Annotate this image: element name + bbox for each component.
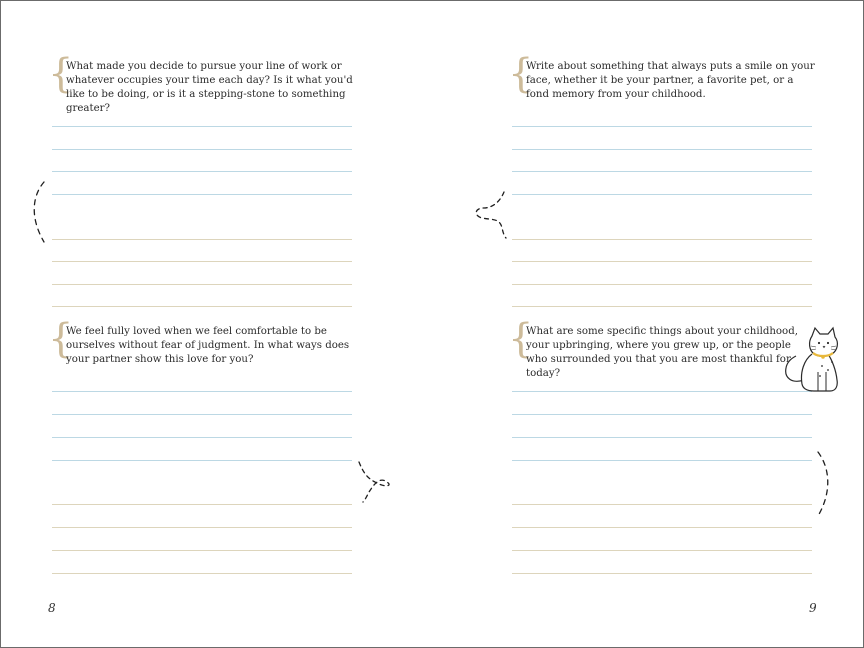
dashed-trail-decoration	[808, 450, 834, 520]
writing-line	[512, 239, 812, 240]
writing-line	[52, 171, 352, 172]
writing-line	[512, 550, 812, 551]
writing-line	[512, 126, 812, 127]
curly-brace-icon: {	[508, 51, 534, 97]
page-number-right: 9	[809, 601, 817, 615]
writing-line	[52, 149, 352, 150]
writing-line	[512, 149, 812, 150]
dashed-trail-decoration	[28, 178, 58, 248]
prompt-text: We feel fully loved when we feel comfortable to be ourselves without fear of judgment. In what ways does your partner show this love for you?	[66, 326, 350, 365]
writing-line	[512, 306, 812, 307]
writing-line	[52, 550, 352, 551]
writing-line	[512, 527, 812, 528]
prompt-text: What are some specific things about your childhood, your upbringing, where you grew up, or the people who surrounded you that you are most thankful for today?	[526, 326, 798, 379]
prompt-text: What made you decide to pursue your line of work or whatever occupies your time each day? Is it what you'd like to be doing, or is it a stepping-stone to something greater?	[66, 61, 353, 114]
page-number-left: 8	[48, 601, 56, 615]
writing-line	[512, 284, 812, 285]
curly-brace-icon: {	[48, 316, 74, 362]
writing-line	[52, 414, 352, 415]
prompt-text: Write about something that always puts a smile on your face, whether it be your partner, a favorite pet, or a fond memory from your childhood.	[526, 61, 815, 100]
writing-line	[52, 527, 352, 528]
writing-line	[512, 414, 812, 415]
dashed-trail-decoration	[470, 188, 515, 240]
writing-line	[52, 573, 352, 574]
writing-line	[512, 504, 812, 505]
writing-line	[52, 239, 352, 240]
writing-line	[512, 171, 812, 172]
dashed-trail-decoration	[355, 458, 397, 503]
writing-line	[512, 573, 812, 574]
writing-line	[512, 261, 812, 262]
writing-line	[52, 284, 352, 285]
writing-line	[52, 194, 352, 195]
writing-line	[52, 306, 352, 307]
writing-line	[52, 261, 352, 262]
writing-line	[512, 391, 812, 392]
writing-line	[512, 437, 812, 438]
writing-line	[512, 460, 812, 461]
curly-brace-icon: {	[508, 316, 534, 362]
writing-line	[52, 460, 352, 461]
writing-line	[52, 437, 352, 438]
writing-line	[52, 391, 352, 392]
writing-line	[52, 504, 352, 505]
writing-line	[512, 194, 812, 195]
cat-illustration	[782, 328, 844, 394]
curly-brace-icon: {	[48, 51, 74, 97]
writing-line	[52, 126, 352, 127]
